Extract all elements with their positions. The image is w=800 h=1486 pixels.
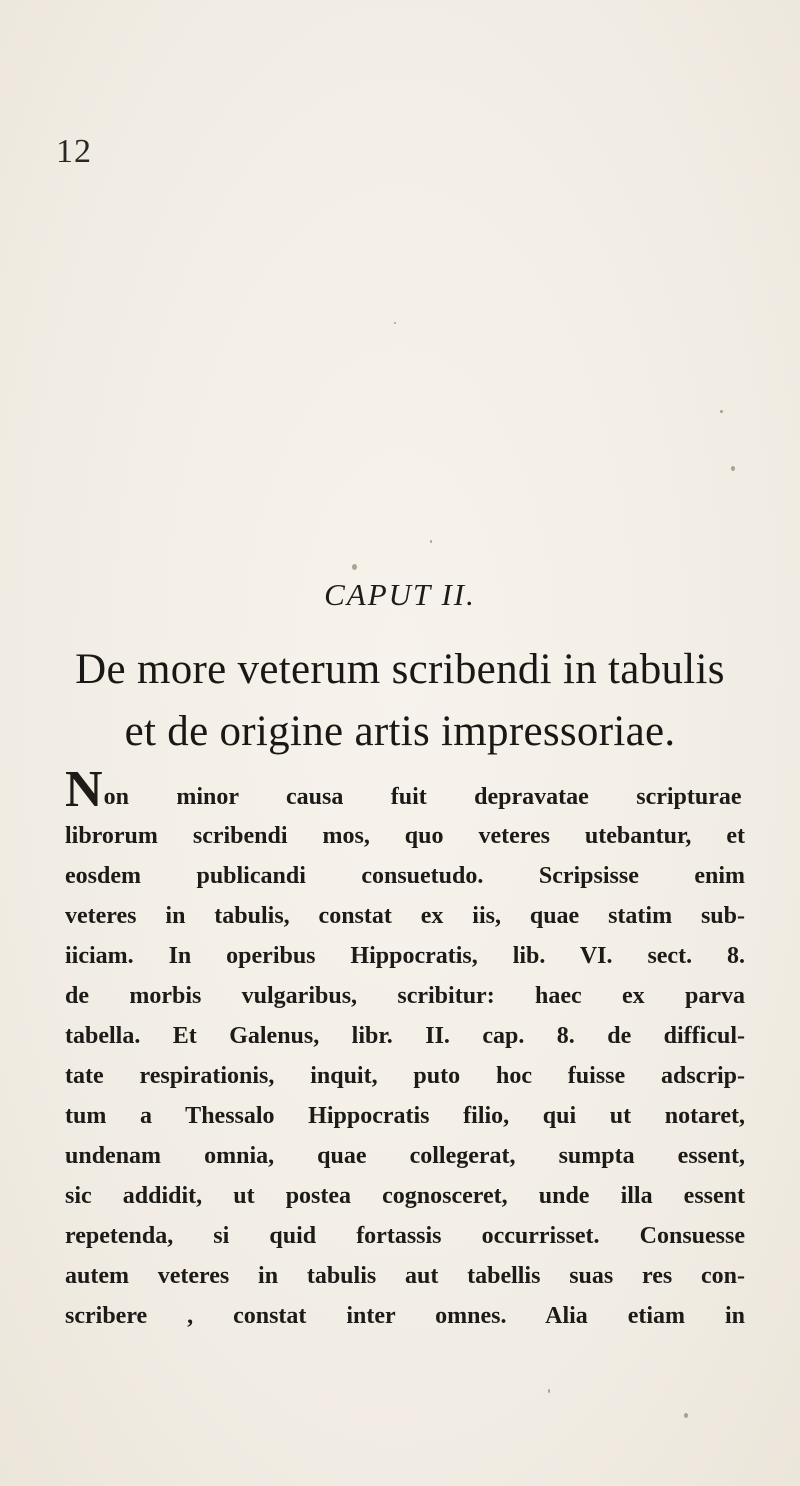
body-line: veteres in tabulis, constat ex iis, quae statim sub- [65, 903, 745, 929]
paper-speck [731, 466, 735, 471]
page-number: 12 [56, 133, 92, 170]
chapter-heading: CAPUT II. [324, 577, 476, 612]
body-line: scribere , constat inter omnes. Alia etiam in [65, 1303, 745, 1329]
body-paragraph [65, 761, 745, 1336]
chapter-title-line-2: et de origine artis impressoriae. [124, 708, 676, 755]
body-line: de morbis vulgaribus, scribitur: haec ex parva [65, 983, 745, 1009]
body-line: tum a Thessalo Hippocratis filio, qui ut notaret, [65, 1103, 745, 1129]
body-line-first [65, 761, 745, 818]
drop-cap: N [65, 761, 103, 818]
paper-speck [352, 564, 357, 570]
body-line: librorum scribendi mos, quo veteres utebantur, et [65, 823, 745, 849]
body-line: tabella. Et Galenus, libr. II. cap. 8. de difficul- [65, 1023, 745, 1049]
paper-speck [394, 322, 396, 324]
body-line: iiciam. In operibus Hippocratis, lib. VI. sect. 8. [65, 943, 745, 969]
body-line: repetenda, si quid fortassis occurrisset. Consuesse [65, 1223, 745, 1249]
paper-speck [548, 1389, 550, 1393]
paper-speck [720, 410, 723, 413]
body-line: eosdem publicandi consuetudo. Scripsisse enim [65, 863, 745, 889]
body-line: undenam omnia, quae collegerat, sumpta essent, [65, 1143, 745, 1169]
body-line-first-text: on minor causa fuit depravatae scripturae [103, 784, 742, 810]
body-line: autem veteres in tabulis aut tabellis suas res con- [65, 1263, 745, 1289]
paper-speck [430, 540, 432, 543]
paper-speck [684, 1413, 688, 1418]
body-line: sic addidit, ut postea cognosceret, unde illa essent [65, 1183, 745, 1209]
body-line: tate respirationis, inquit, puto hoc fuisse adscrip- [65, 1063, 745, 1089]
chapter-title-line-1: De more veterum scribendi in tabulis [75, 646, 725, 693]
